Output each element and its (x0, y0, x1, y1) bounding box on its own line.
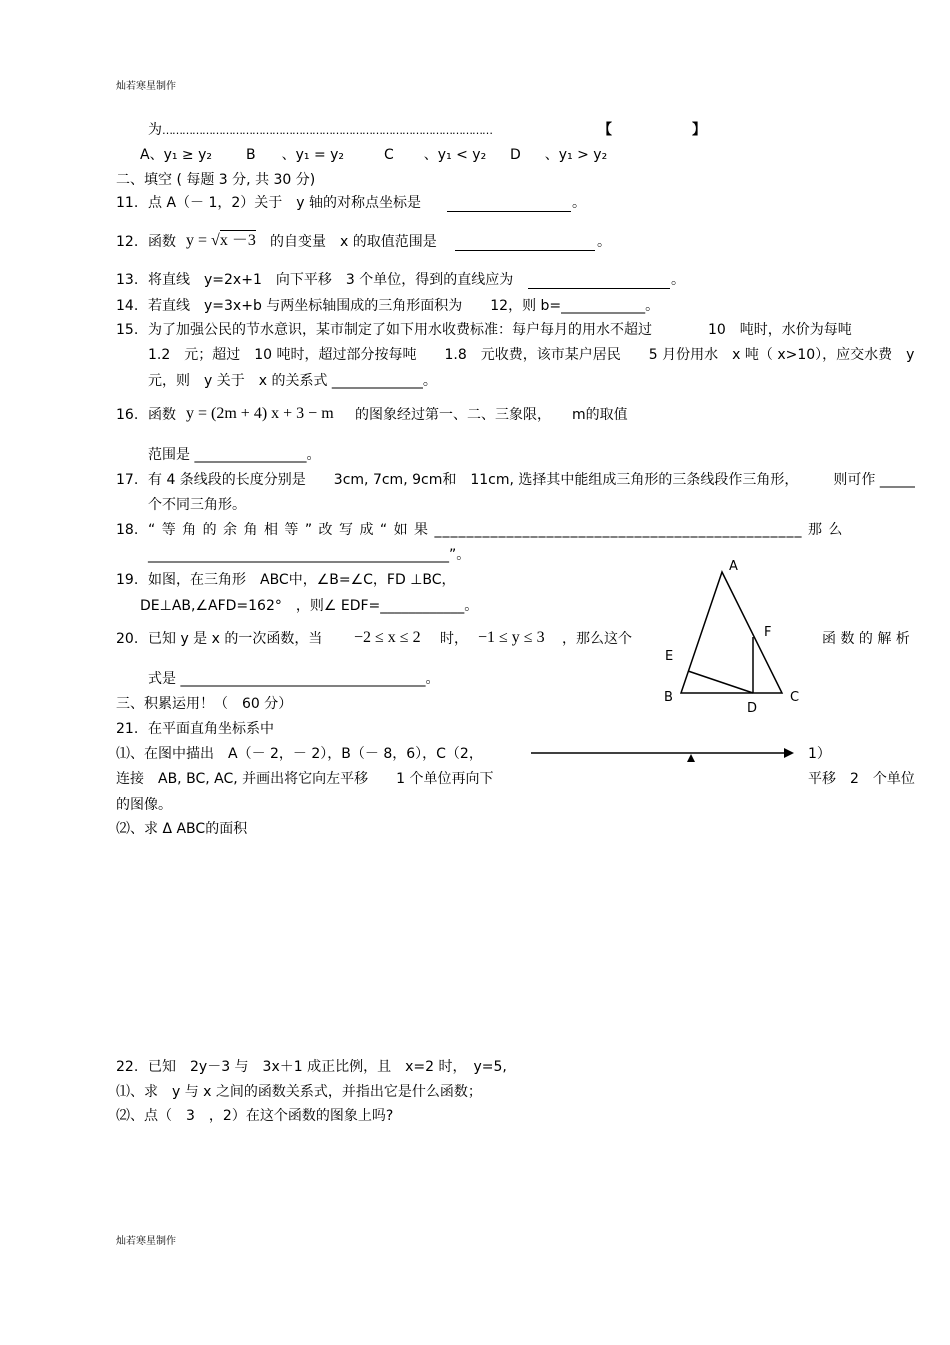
header-watermark: 灿若寒星制作 (116, 81, 176, 92)
q13-text: 将直线 y=2x+1 向下平移 3 个单位，得到的直线应为 (148, 272, 514, 288)
q12-post: 的自变量 x 的取值范围是 (270, 234, 437, 250)
q21-part2: ⑵、求 Δ ABC的面积 (116, 821, 248, 837)
q15-line-2: 1.2 元；超过 10 吨时，超过部分按每吨 1.8 元收费，该市某户居民 5 月份用水 x 吨（ x>10），应交水费 y (148, 347, 915, 363)
q12-formula-y: y (186, 232, 194, 249)
option-text: y₁ ≥ y₂ (163, 147, 213, 163)
q21-number: 21. (116, 721, 139, 737)
q20-condition-x: −2 ≤ x ≤ 2 (354, 629, 421, 646)
q11-text: 点 A（－ 1，2）关于 y 轴的对称点坐标是 (148, 195, 422, 211)
label-f: F (764, 625, 772, 640)
answer-bracket-close: 】 (692, 122, 706, 138)
q22-part2: ⑵、点（ 3 ，2）在这个函数的图象上吗? (116, 1108, 394, 1124)
q17-line-1: 有 4 条线段的长度分别是 3cm, 7cm, 9cm和 11cm, 选择其中能组成三角形的三条线段作三角形， 则可作 _____ (148, 472, 915, 488)
q19-line-1: 如图，在三角形 ABC中，∠B=∠C，FD ⊥BC， (148, 572, 456, 588)
label-b: B (664, 690, 673, 705)
answer-bracket-open: 【 (598, 122, 612, 138)
label-d: D (747, 701, 758, 716)
q13-end: 。 (671, 272, 685, 288)
option-letter: A、 (140, 147, 164, 163)
q17-number: 17. (116, 472, 139, 488)
segment-de (688, 671, 753, 693)
q20-line-1c: 函 数 的 解 析 (822, 631, 910, 647)
q10-option-d (510, 146, 607, 164)
q11-answer-blank[interactable] (447, 194, 571, 212)
q15-line-3: 元，则 y 关于 x 的关系式 _____________。 (148, 373, 437, 389)
option-letter: C (384, 147, 394, 163)
q22-part1: ⑴、求 y 与 x 之间的函数关系式，并指出它是什么函数； (116, 1084, 482, 1100)
q11-end: 。 (572, 195, 586, 211)
q21-part1-a: ⑴、在图中描出 A（－ 2，－ 2），B（－ 8，6），C（2， (116, 746, 483, 762)
q21-part1-e: 的图像。 (116, 797, 172, 813)
section-3-title: 三、积累运用！（ 60 分） (116, 696, 293, 712)
q19-number: 19. (116, 572, 139, 588)
fulcrum-triangle-icon (687, 754, 695, 762)
q12-pre: 函数 (148, 234, 176, 250)
q15-line-1: 为了加强公民的节水意识，某市制定了如下用水收费标准：每户每月的用水不超过 10 吨时，水价为每吨 (148, 322, 852, 338)
q12-end: 。 (597, 234, 611, 250)
q21-part1-b: 1） (808, 746, 831, 762)
q10-prefix-text: 为 (148, 122, 162, 138)
q20-line-2: 式是 ___________________________________。 (148, 671, 440, 687)
q20-condition-y: −1 ≤ y ≤ 3 (478, 629, 545, 646)
q20-line-1a: 已知 y 是 x 的一次函数，当 (148, 631, 323, 647)
q21-part1-c: 连接 AB, BC, AC, 并画出将它向左平移 1 个单位再向下 (116, 771, 494, 787)
option-text: 、y₁ > y₂ (544, 147, 608, 163)
q18-number: 18. (116, 522, 139, 538)
q16-formula: y = (2m + 4) x + 3 − m (186, 405, 334, 422)
arrow-head-icon (784, 748, 794, 758)
q10-option-c (384, 146, 486, 164)
option-text: 、y₁ < y₂ (423, 147, 487, 163)
q13-answer-blank[interactable] (528, 271, 670, 289)
q13-number: 13. (116, 272, 139, 288)
q16-post: 的图象经过第一、二、三象限， m的取值 (355, 407, 628, 423)
q14-text: 若直线 y=3x+b 与两坐标轴围成的三角形面积为 12，则 b=____________。 (148, 298, 660, 314)
option-letter: D (510, 147, 521, 163)
arrow-line-graphic (528, 744, 798, 764)
q22-number: 22. (116, 1059, 139, 1075)
q20-mid: 时， (440, 631, 468, 647)
q18-line-1: “ 等 角 的 余 角 相 等 ” 改 写 成 “ 如 果 ______________________________________________ 那 么 (148, 522, 844, 538)
q20-line-1b: ，那么这个 (562, 631, 632, 647)
q15-number: 15. (116, 322, 139, 338)
q10-prefix (148, 121, 492, 140)
q16-number: 16. (116, 407, 139, 423)
q12-formula: y = √x －3 (186, 232, 256, 249)
section-2-title: 二、填空 ( 每题 3 分, 共 30 分) (116, 172, 316, 188)
q11-number: 11. (116, 195, 139, 211)
label-c: C (790, 690, 800, 705)
q10-option-a (140, 146, 212, 164)
q12-formula-eq: = (198, 232, 208, 249)
q17-line-2: 个不同三角形。 (148, 497, 246, 513)
triangle-figure (655, 550, 815, 720)
q14-number: 14. (116, 298, 139, 314)
q12-answer-blank[interactable] (455, 233, 595, 251)
q12-number: 12. (116, 234, 139, 250)
q16-pre: 函数 (148, 407, 176, 423)
q20-number: 20. (116, 631, 139, 647)
q12-radicand: x －3 (219, 232, 256, 249)
label-e: E (665, 649, 674, 664)
q16-line-2: 范围是 ________________。 (148, 447, 321, 463)
footer-watermark: 灿若寒星制作 (116, 1236, 176, 1247)
q21-part1-d: 平移 2 个单位 (808, 771, 915, 787)
q19-line-2: DE⊥AB,∠AFD=162° ，则∠ EDF=____________。 (140, 598, 479, 614)
option-letter: B (246, 147, 256, 163)
q10-option-b (246, 146, 344, 164)
q21-title: 在平面直角坐标系中 (148, 721, 274, 737)
q18-line-2: ___________________________________________”。 (148, 547, 471, 563)
q22-line-1: 已知 2y－3 与 3x＋1 成正比例，且 x=2 时， y=5, (148, 1059, 507, 1075)
label-a: A (729, 559, 738, 574)
option-text: 、y₁ = y₂ (281, 147, 345, 163)
q10-leader-dots: ……………………………………………………………………………………… (162, 124, 492, 137)
